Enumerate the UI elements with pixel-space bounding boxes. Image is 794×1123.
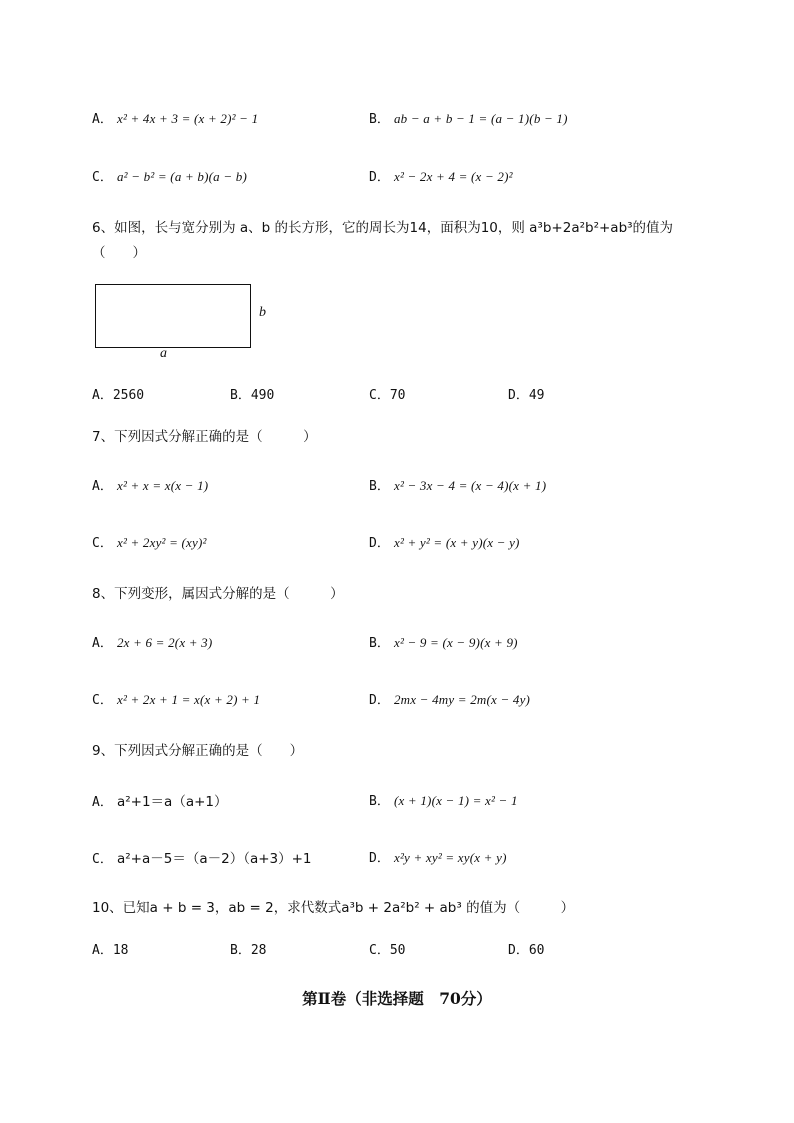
option-label: B． bbox=[230, 943, 251, 958]
q9-option-d bbox=[369, 847, 507, 866]
option-label: B． bbox=[369, 636, 390, 651]
q6-option-b bbox=[230, 384, 274, 403]
rectangle-figure bbox=[95, 284, 251, 348]
q10-option-d bbox=[508, 939, 544, 958]
q6-option-d bbox=[508, 384, 544, 403]
q6-option-a bbox=[92, 384, 144, 403]
q7-option-b bbox=[369, 475, 546, 494]
option-label: A． bbox=[92, 795, 113, 810]
q9-option-c bbox=[92, 847, 312, 867]
q9-option-b bbox=[369, 790, 518, 809]
option-value: 2560 bbox=[112, 388, 145, 403]
q6-stem: 6、如图，长与宽分别为 a、b 的长方形，它的周长为14，面积为10，则 a³b+2a²b²+ab³的值为 bbox=[92, 220, 674, 236]
option-expression: a²+1＝a（a+1） bbox=[116, 794, 228, 810]
option-label: C． bbox=[369, 388, 390, 403]
q8-option-d bbox=[369, 689, 530, 708]
q9-stem: 9、下列因式分解正确的是（ ） bbox=[92, 743, 304, 759]
q7-stem: 7、下列因式分解正确的是（ ） bbox=[92, 429, 317, 445]
section-title: 第Ⅱ卷（非选择题 70分） bbox=[302, 989, 492, 1008]
option-label: C． bbox=[369, 943, 390, 958]
option-label: A． bbox=[92, 479, 113, 494]
option-label: D． bbox=[369, 170, 390, 185]
option-value: 490 bbox=[250, 388, 275, 403]
option-value: 49 bbox=[528, 388, 545, 403]
option-label: B． bbox=[230, 388, 251, 403]
q9-option-a bbox=[92, 790, 228, 810]
q8-option-b bbox=[369, 632, 518, 651]
q10-option-a bbox=[92, 939, 128, 958]
q10-option-c bbox=[369, 939, 405, 958]
option-label: A． bbox=[92, 388, 113, 403]
option-expression: x²y + xy² = xy(x + y) bbox=[393, 850, 507, 865]
option-expression: 2mx − 4my = 2m(x − 4y) bbox=[393, 692, 531, 707]
option-label: B． bbox=[369, 479, 390, 494]
q5-option-b bbox=[369, 108, 568, 127]
option-label: C． bbox=[92, 693, 113, 708]
option-expression: x² + 2x + 1 = x(x + 2) + 1 bbox=[116, 692, 261, 707]
q5-option-d bbox=[369, 166, 513, 185]
option-expression: x² − 3x − 4 = (x − 4)(x + 1) bbox=[393, 478, 547, 493]
option-expression: 2x + 6 = 2(x + 3) bbox=[116, 635, 213, 650]
option-label: C． bbox=[92, 852, 113, 867]
option-value: 60 bbox=[528, 943, 545, 958]
q7-option-a bbox=[92, 475, 208, 494]
figure-label-b: b bbox=[259, 305, 266, 320]
option-label: C． bbox=[92, 170, 113, 185]
figure-label-a: a bbox=[160, 346, 167, 361]
option-label: A． bbox=[92, 636, 113, 651]
q8-option-c bbox=[92, 689, 260, 708]
option-label: B． bbox=[369, 112, 390, 127]
q6-answer-paren: （ ） bbox=[92, 245, 146, 261]
q5-option-a bbox=[92, 108, 258, 127]
option-expression: x² − 2x + 4 = (x − 2)² bbox=[393, 169, 513, 184]
option-expression: a² − b² = (a + b)(a − b) bbox=[116, 169, 247, 184]
option-label: C． bbox=[92, 536, 113, 551]
option-expression: a²+a－5＝（a－2）（a+3）+1 bbox=[116, 851, 312, 867]
q8-stem: 8、下列变形，属因式分解的是（ ） bbox=[92, 586, 344, 602]
q7-option-d bbox=[369, 532, 520, 551]
option-label: B． bbox=[369, 794, 390, 809]
option-expression: x² − 9 = (x − 9)(x + 9) bbox=[393, 635, 518, 650]
option-value: 50 bbox=[389, 943, 406, 958]
option-expression: (x + 1)(x − 1) = x² − 1 bbox=[393, 793, 518, 808]
option-expression: x² + 2xy² = (xy)² bbox=[116, 535, 207, 550]
option-value: 18 bbox=[112, 943, 129, 958]
q7-option-c bbox=[92, 532, 207, 551]
option-expression: x² + y² = (x + y)(x − y) bbox=[393, 535, 520, 550]
option-label: A． bbox=[92, 943, 113, 958]
option-expression: x² + x = x(x − 1) bbox=[116, 478, 209, 493]
q8-option-a bbox=[92, 632, 212, 651]
option-label: D． bbox=[369, 851, 390, 866]
option-expression: ab − a + b − 1 = (a − 1)(b − 1) bbox=[393, 111, 568, 126]
option-label: D． bbox=[369, 693, 390, 708]
option-label: D． bbox=[369, 536, 390, 551]
q10-stem: 10、已知a + b = 3，ab = 2，求代数式a³b + 2a²b² + ab³ 的值为（ ） bbox=[92, 900, 575, 916]
option-label: D． bbox=[508, 943, 529, 958]
q5-option-c bbox=[92, 166, 247, 185]
option-value: 28 bbox=[250, 943, 267, 958]
option-label: A． bbox=[92, 112, 113, 127]
q6-option-c bbox=[369, 384, 405, 403]
option-label: D． bbox=[508, 388, 529, 403]
option-value: 70 bbox=[389, 388, 406, 403]
option-expression: x² + 4x + 3 = (x + 2)² − 1 bbox=[116, 111, 259, 126]
q10-option-b bbox=[230, 939, 266, 958]
